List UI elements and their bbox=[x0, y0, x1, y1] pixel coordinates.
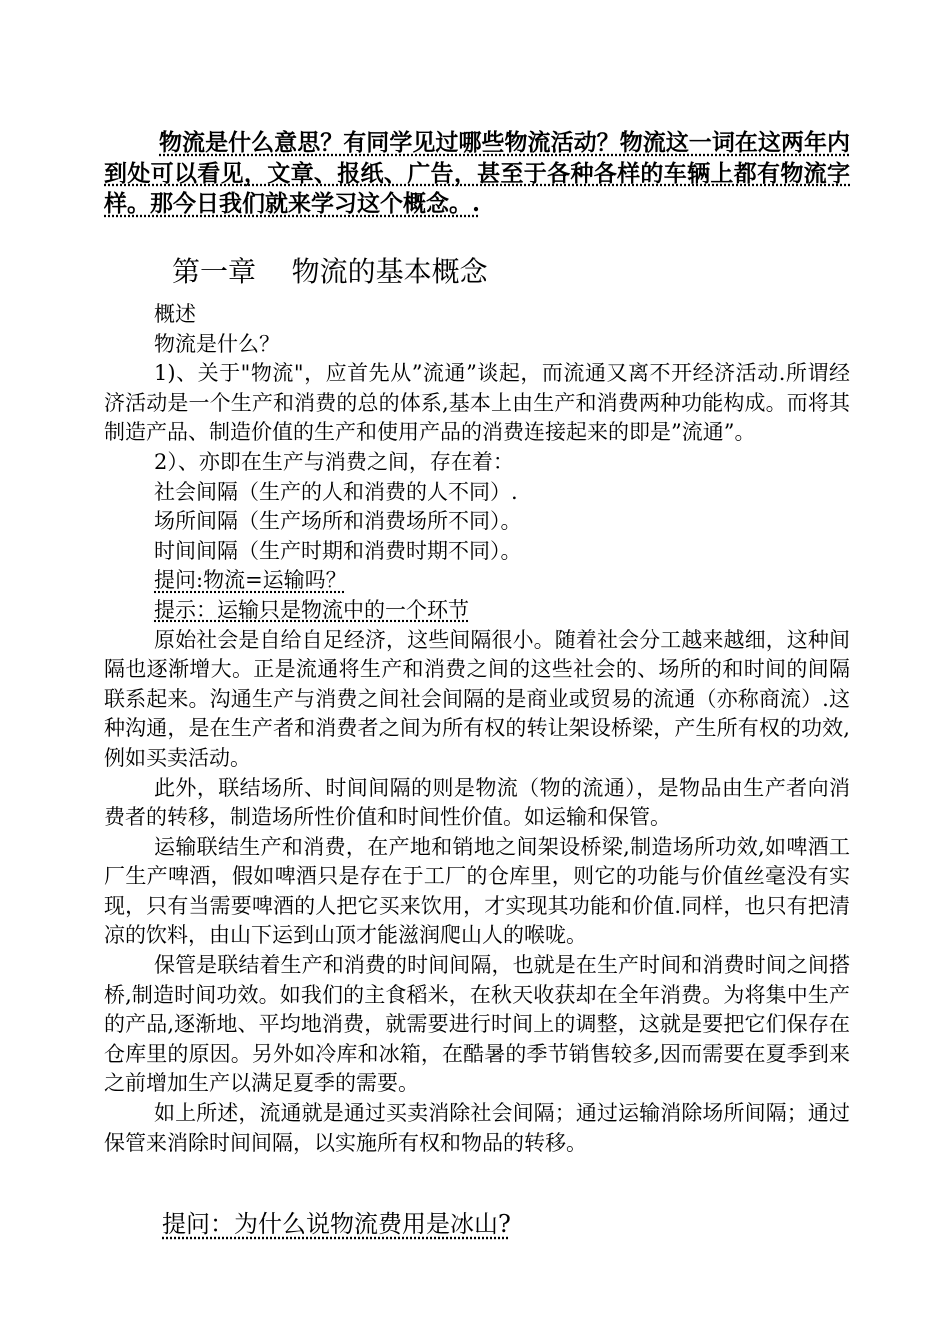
body-text bbox=[104, 300, 850, 1158]
gap-social: 社会间隔（生产的人和消费的人不同）. bbox=[154, 479, 518, 504]
paragraph-5: 运输联结生产和消费，在产地和销地之间架设桥梁,制造场所功效,如啤酒工厂生产啤酒，假如啤酒只是存在于工厂的仓库里，则它的功能与价值丝毫没有实现，只有当需要啤酒的人把它买来饮用，才实现其功能和价值.同样，也只有把清凉的饮料，由山下运到山顶才能滋润爬山人的喉咙。 bbox=[104, 834, 850, 948]
paragraph-6: 保管是联结着生产和消费的时间间隔，也就是在生产时间和消费时间之间搭桥,制造时间功效。如我们的主食稻米，在秋天收获却在全年消费。为将集中生产的产品,逐渐地、平均地消费，就需要进行时间上的调整，这就是要把它们保存在仓库里的原因。另外如冷库和冰箱，在酷暑的季节销售较多,因而需要在夏季到来之前增加生产以满足夏季的需要。 bbox=[104, 953, 850, 1096]
section-heading-overview: 概述 bbox=[154, 302, 196, 326]
question-what-is-logistics: 物流是什么？ bbox=[154, 331, 280, 356]
hint-1-row bbox=[104, 596, 850, 626]
gap-time: 时间间隔（生产时期和消费时期不同）。 bbox=[154, 538, 522, 563]
question-1: 提问:物流=运输吗？ bbox=[154, 568, 347, 593]
question-1-row bbox=[104, 566, 850, 596]
chapter-title: 第一章 物流的基本概念 bbox=[172, 255, 488, 288]
gap-place: 场所间隔（生产场所和消费场所不同）。 bbox=[154, 509, 522, 534]
question-2: 提问：为什么说物流费用是冰山? bbox=[162, 1210, 511, 1238]
hint-1: 提示：运输只是物流中的一个环节 bbox=[154, 597, 469, 622]
paragraph-4: 此外，联结场所、时间间隔的则是物流（物的流通），是物品由生产者向消费者的转移，制造场所性价值和时间性价值。如运输和保管。 bbox=[104, 775, 850, 830]
intro-paragraph: 物流是什么意思？有同学见过哪些物流活动？物流这一词在这两年内到处可以看见，文章、报纸、广告，甚至于各种各样的车辆上都有物流字样。那今日我们就来学习这个概念。. bbox=[104, 129, 850, 217]
paragraph-3: 原始社会是自给自足经济，这些间隔很小。随着社会分工越来越细，这种间隔也逐渐增大。正是流通将生产和消费之间的这些社会的、场所的和时间的间隔联系起来。沟通生产与消费之间社会间隔的是商业或贸易的流通（亦称商流）.这种沟通，是在生产者和消费者之间为所有权的转让架设桥梁，产生所有权的功效,例如买卖活动。 bbox=[104, 627, 850, 770]
paragraph-7: 如上所述，流通就是通过买卖消除社会间隔；通过运输消除场所间隔；通过保管来消除时间间隔，以实施所有权和物品的转移。 bbox=[104, 1101, 850, 1155]
paragraph-2-intro: 2）、亦即在生产与消费之间，存在着： bbox=[154, 449, 514, 474]
paragraph-1: 1)、关于"物流"，应首先从”流通”谈起，而流通又离不开经济活动.所谓经济活动是一个生产和消费的总的体系,基本上由生产和消费两种功能构成。而将其制造产品、制造价值的生产和使用产品的消费连接起来的即是”流通”。 bbox=[104, 361, 850, 445]
